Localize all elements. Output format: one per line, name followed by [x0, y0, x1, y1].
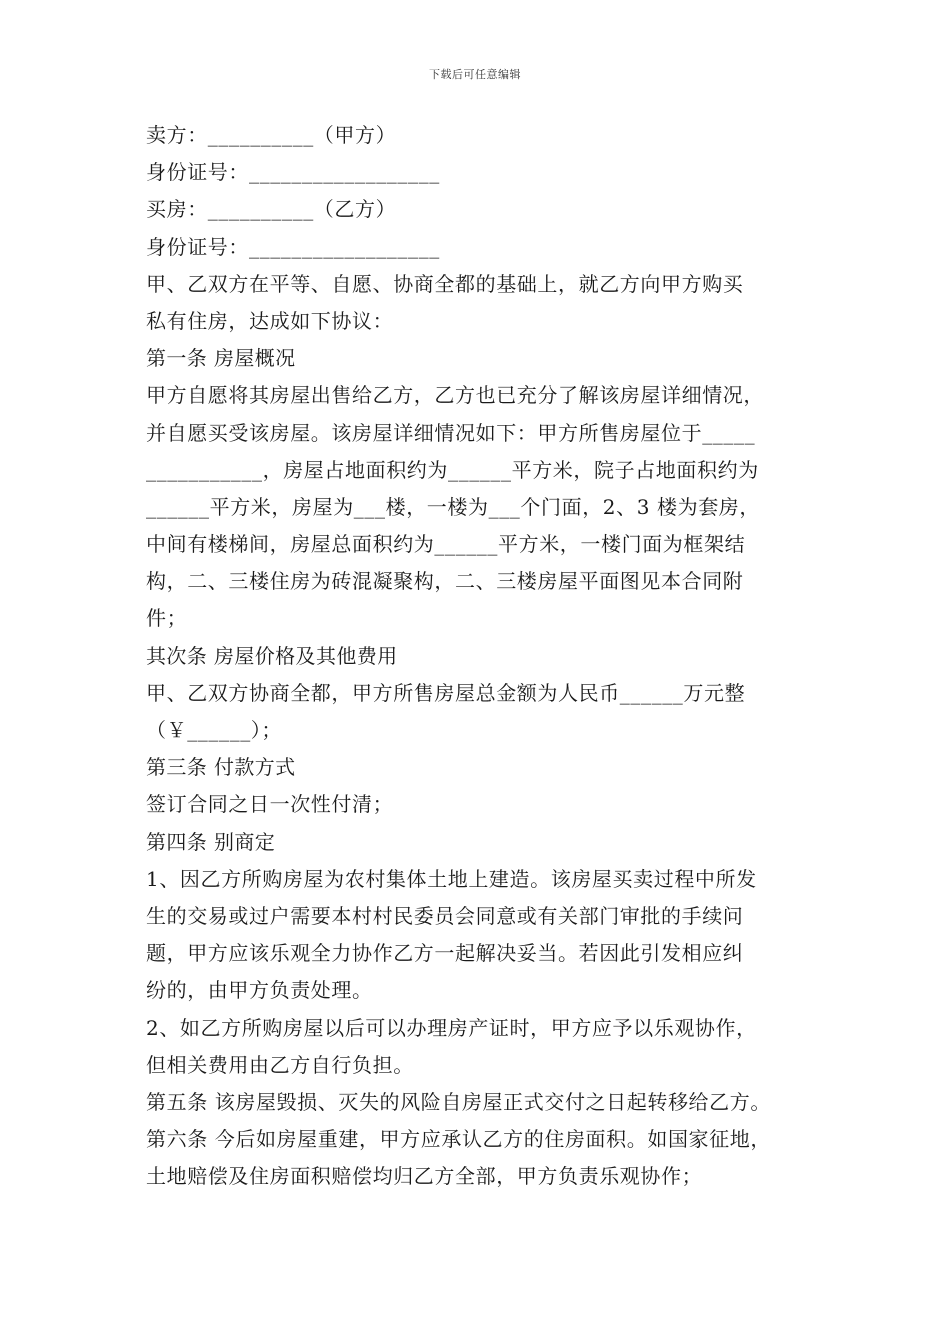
article-6-line: 土地赔偿及住房面积赔偿均归乙方全部，甲方负责乐观协作； — [146, 1164, 703, 1189]
article-heading-1: 第一条 房屋概况 — [146, 346, 296, 371]
article-1-line: ______平方米，房屋为___楼，一楼为___个门面，2、3 楼为套房， — [146, 494, 761, 519]
article-heading-2: 其次条 房屋价格及其他费用 — [146, 643, 398, 668]
article-4-line: 但相关费用由乙方自行负担。 — [146, 1052, 414, 1077]
article-4-line: 题，甲方应该乐观全力协作乙方一起解决妥当。若因此引发相应纠 — [146, 941, 744, 966]
buyer-line: 买房：__________（乙方） — [146, 197, 397, 222]
article-1-line: 甲方自愿将其房屋出售给乙方，乙方也已充分了解该房屋详细情况， — [146, 383, 764, 408]
article-1-line: ___________，房屋占地面积约为______平方米，院子占地面积约为 — [146, 457, 759, 482]
preamble-line: 私有住房，达成如下协议： — [146, 308, 394, 333]
article-5-line: 第五条 该房屋毁损、灭失的风险自房屋正式交付之日起转移给乙方。 — [146, 1089, 771, 1114]
article-6-line: 第六条 今后如房屋重建，甲方应承认乙方的住房面积。如国家征地， — [146, 1127, 771, 1152]
seller-id-line: 身份证号：__________________ — [146, 160, 440, 185]
article-4-line: 2、如乙方所购房屋以后可以办理房产证时，甲方应予以乐观协作， — [146, 1015, 757, 1040]
article-4-line: 1、因乙方所购房屋为农村集体土地上建造。该房屋买卖过程中所发 — [146, 866, 757, 891]
article-heading-4: 第四条 别商定 — [146, 829, 276, 854]
article-1-line: 中间有楼梯间，房屋总面积约为______平方米，一楼门面为框架结 — [146, 532, 746, 557]
article-4-line: 生的交易或过户需要本村村民委员会同意或有关部门审批的手续问 — [146, 903, 744, 928]
preamble-line: 甲、乙双方在平等、自愿、协商全都的基础上，就乙方向甲方购买 — [146, 271, 744, 296]
article-2-line: （￥______）； — [146, 718, 282, 742]
article-1-line: 并自愿买受该房屋。该房屋详细情况如下：甲方所售房屋位于_____ — [146, 420, 756, 445]
contract-body — [146, 117, 816, 1195]
page-header-note: 下载后可任意编辑 — [429, 68, 521, 81]
buyer-id-line: 身份证号：__________________ — [146, 234, 440, 259]
article-1-line: 件； — [146, 606, 188, 631]
article-4-line: 纷的，由甲方负责处理。 — [146, 978, 373, 1003]
article-2-line: 甲、乙双方协商全都，甲方所售房屋总金额为人民币______万元整 — [146, 680, 746, 705]
article-3-line: 签订合同之日一次性付清； — [146, 792, 394, 817]
article-heading-3: 第三条 付款方式 — [146, 755, 296, 780]
article-1-line: 构，二、三楼住房为砖混凝聚构，二、三楼房屋平面图见本合同附 — [146, 569, 744, 594]
seller-line: 卖方：__________（甲方） — [146, 123, 397, 147]
